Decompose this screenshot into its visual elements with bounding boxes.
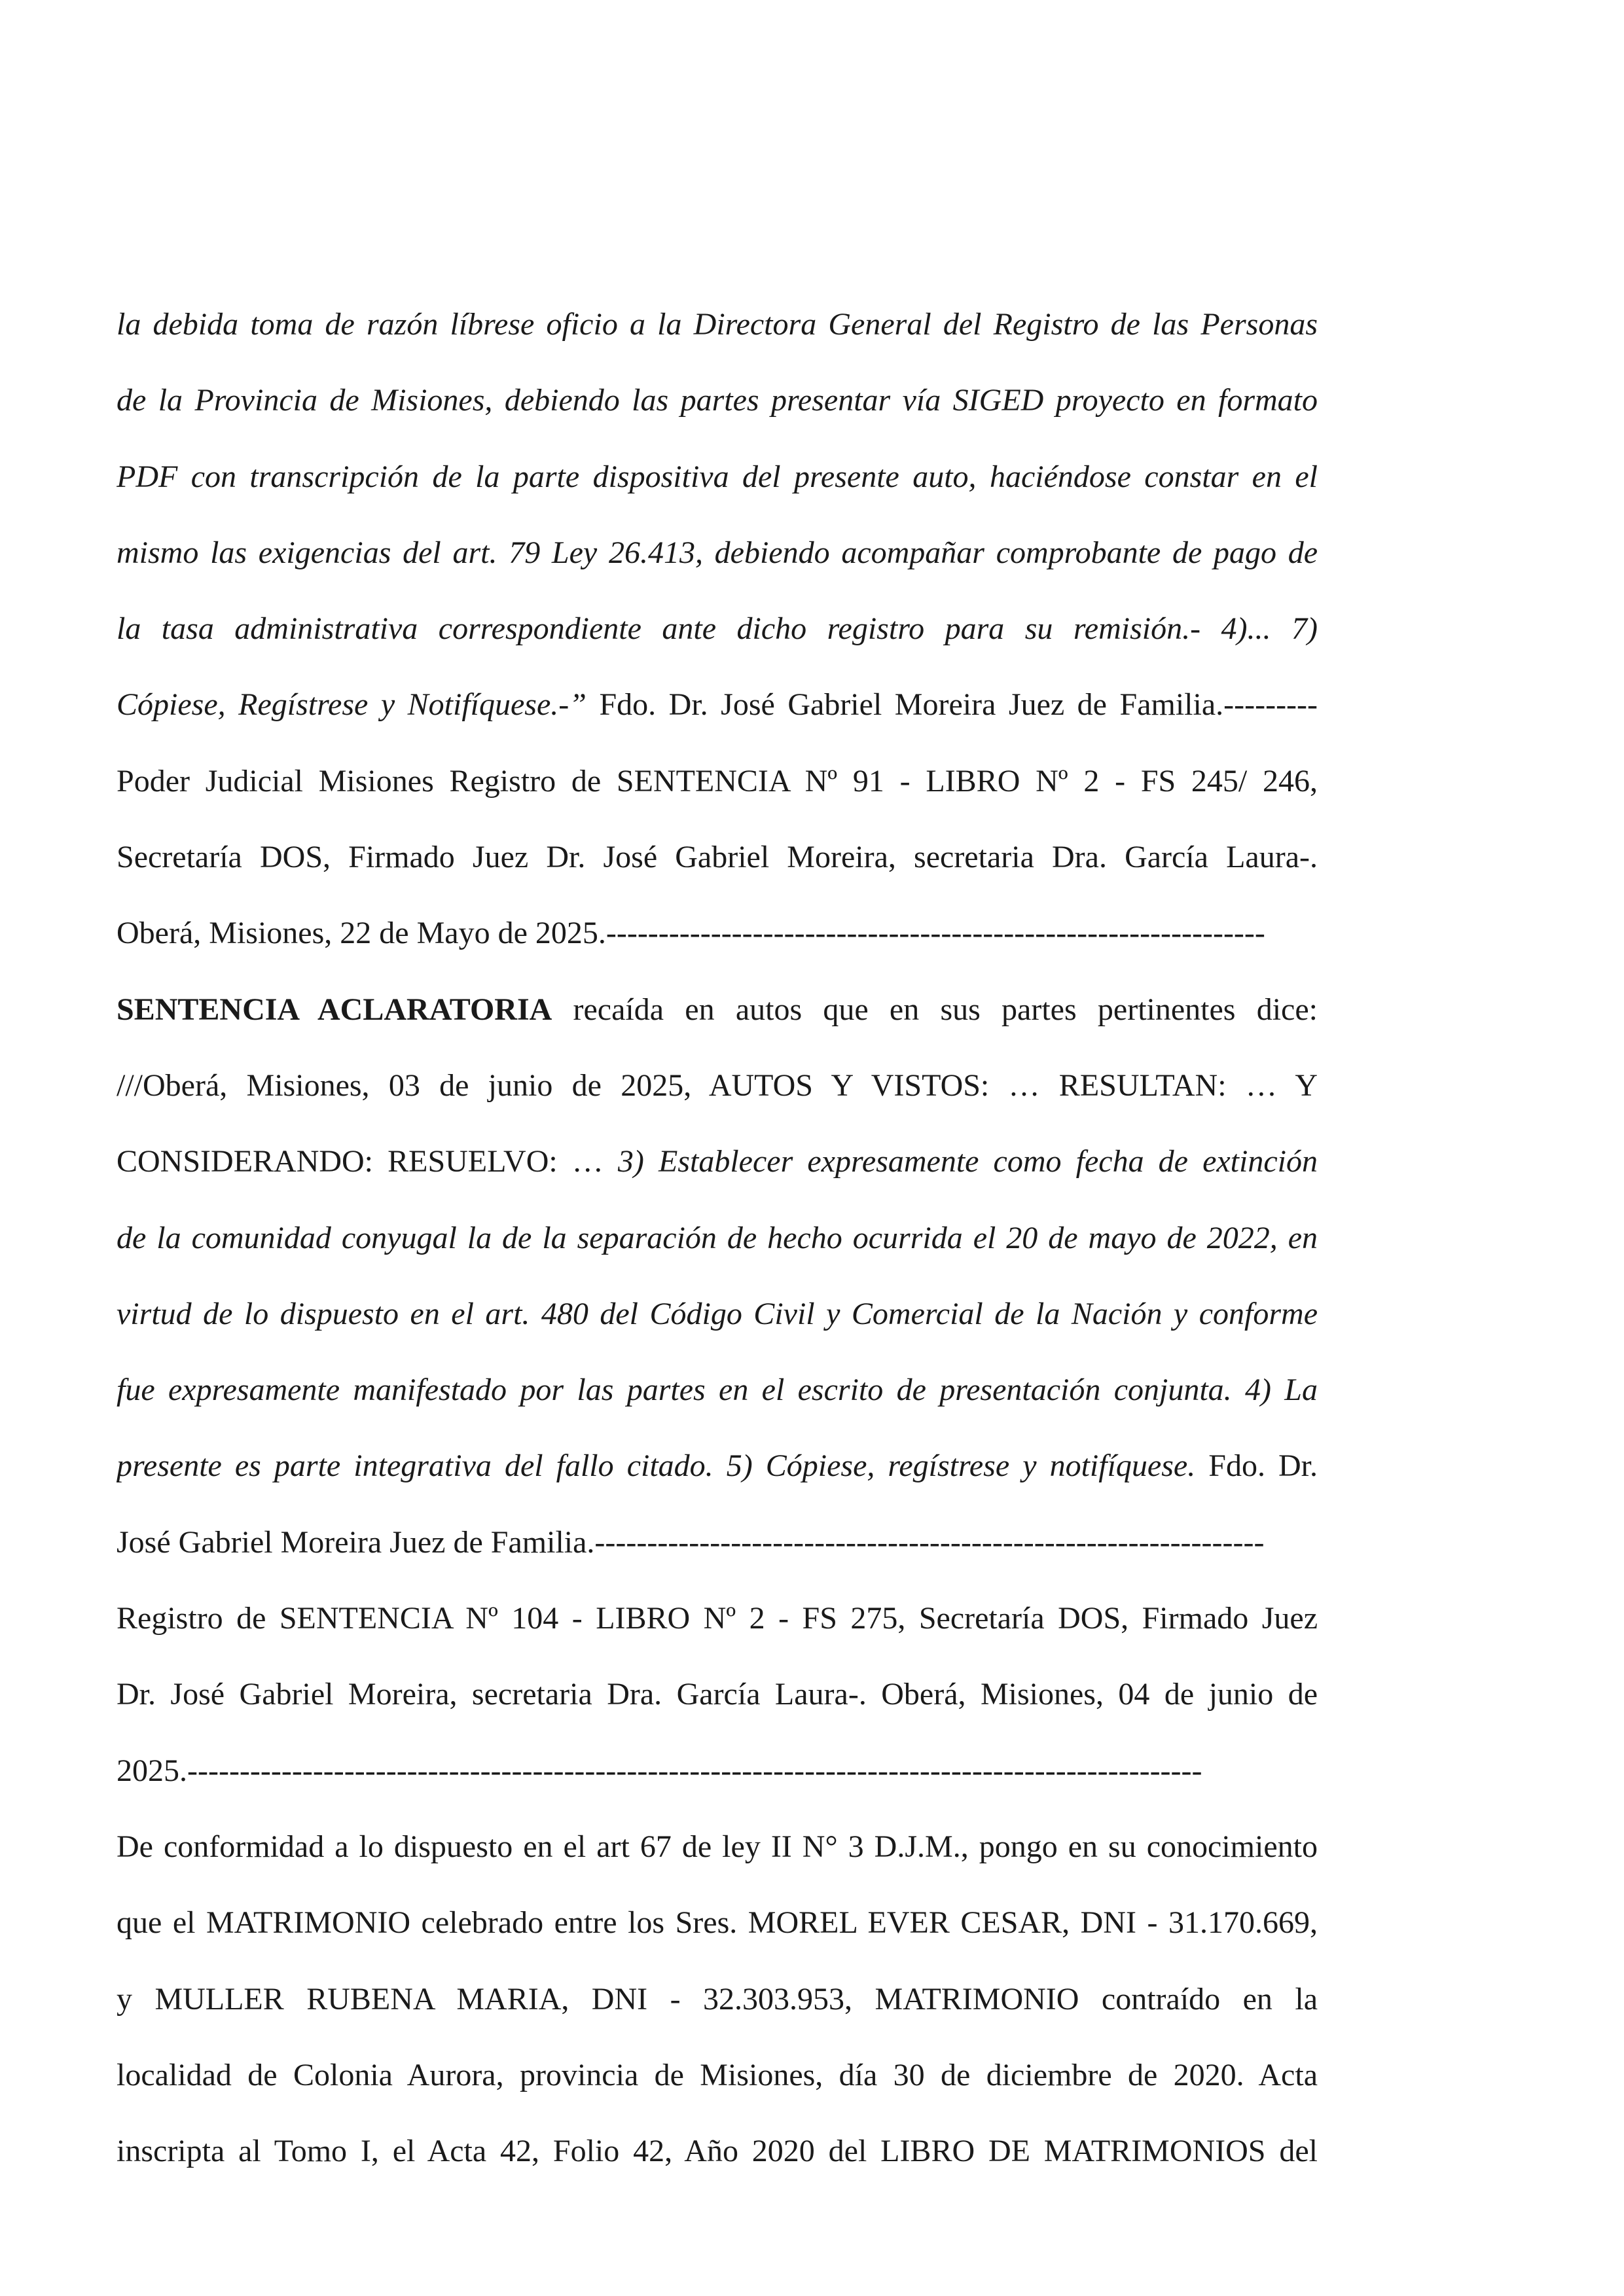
text-segment: fue expresamente manifestado por las partes en el escrito de presentación conjunta. 4) La (117, 1372, 1318, 1408)
text-line (117, 439, 1318, 515)
text-segment: Fdo. Dr. (1195, 1448, 1318, 1484)
text-segment: Registro de SENTENCIA Nº 104 - LIBRO Nº 2 - FS 275, Secretaría DOS, Firmado Juez (117, 1601, 1318, 1636)
text-segment: la tasa administrativa correspondiente ante dicho registro para su remisión.- 4)... 7) (117, 611, 1318, 647)
text-line (117, 1428, 1318, 1504)
text-line (117, 1581, 1318, 1657)
text-line (117, 895, 1318, 971)
text-segment: inscripta al Tomo I, el Acta 42, Folio 42, Año 2020 del LIBRO DE MATRIMONIOS del (117, 2134, 1318, 2169)
text-line (117, 667, 1318, 743)
text-line (117, 2113, 1318, 2189)
text-segment: Cópiese, Regístrese y Notifíquese.-” (117, 687, 600, 723)
text-line (117, 363, 1318, 439)
text-line (117, 1505, 1318, 1581)
text-line (117, 1657, 1318, 1732)
text-line (117, 515, 1318, 591)
text-segment: Fdo. Dr. José Gabriel Moreira Juez de Familia.--------- (599, 687, 1318, 723)
text-segment: presente es parte integrativa del fallo citado. 5) Cópiese, regístrese y notifíquese. (117, 1448, 1196, 1484)
text-line (117, 744, 1318, 819)
text-segment: Secretaría DOS, Firmado Juez Dr. José Gabriel Moreira, secretaria Dra. García Laura-. (117, 840, 1318, 875)
text-line (117, 1962, 1318, 2037)
text-line (117, 819, 1318, 895)
text-segment: virtud de lo dispuesto en el art. 480 del Código Civil y Comercial de la Nación y conforme (117, 1296, 1318, 1331)
text-segment: 2025.------------------------------------------------------------------------------------------------- (117, 1753, 1202, 1788)
text-line (117, 1276, 1318, 1352)
text-segment: de la Provincia de Misiones, debiendo las partes presentar vía SIGED proyecto en formato (117, 383, 1318, 418)
text-segment: ///Oberá, Misiones, 03 de junio de 2025, AUTOS Y VISTOS: … RESULTAN: … Y (117, 1067, 1318, 1103)
text-segment: Dr. José Gabriel Moreira, secretaria Dra. García Laura-. Oberá, Misiones, 04 de junio de (117, 1677, 1318, 1712)
text-line (117, 1885, 1318, 1961)
text-segment: Poder Judicial Misiones Registro de SENTENCIA Nº 91 - LIBRO Nº 2 - FS 245/ 246, (117, 763, 1318, 798)
text-line (117, 1352, 1318, 1428)
text-line (117, 287, 1318, 363)
text-line (117, 591, 1318, 667)
document-body (117, 287, 1318, 2189)
text-segment: PDF con transcripción de la parte dispositiva del presente auto, haciéndose constar en el (117, 459, 1318, 494)
text-segment: la debida toma de razón líbrese oficio a la Directora General del Registro de las Personas (117, 307, 1318, 342)
text-segment: de la comunidad conyugal la de la separación de hecho ocurrida el 20 de mayo de 2022, en (117, 1220, 1318, 1255)
text-line (117, 1733, 1318, 1809)
text-line (117, 1124, 1318, 1200)
text-segment: SENTENCIA ACLARATORIA (117, 992, 552, 1027)
text-segment: De conformidad a lo dispuesto en el art 67 de ley II N° 3 D.J.M., pongo en su conocimiento (117, 1829, 1318, 1864)
text-segment: CONSIDERANDO: RESUELVO: … (117, 1144, 618, 1179)
text-segment: recaída en autos que en sus partes pertinentes dice: (552, 992, 1318, 1027)
text-segment: José Gabriel Moreira Juez de Familia.---------------------------------------------------------------- (117, 1524, 1265, 1560)
text-segment: mismo las exigencias del art. 79 Ley 26.413, debiendo acompañar comprobante de pago de (117, 535, 1318, 570)
text-segment: que el MATRIMONIO celebrado entre los Sres. MOREL EVER CESAR, DNI - 31.170.669, (117, 1905, 1318, 1941)
text-segment: y MULLER RUBENA MARIA, DNI - 32.303.953, MATRIMONIO contraído en la (117, 1981, 1318, 2017)
text-segment: 3) Establecer expresamente como fecha de extinción (617, 1144, 1318, 1179)
text-line (117, 1200, 1318, 1276)
text-line (117, 972, 1318, 1048)
text-segment: Oberá, Misiones, 22 de Mayo de 2025.--------------------------------------------------------------- (117, 916, 1265, 951)
text-line (117, 1048, 1318, 1124)
text-line (117, 1809, 1318, 1885)
text-segment: localidad de Colonia Aurora, provincia de Misiones, día 30 de diciembre de 2020. Acta (117, 2057, 1318, 2092)
text-line (117, 2037, 1318, 2113)
